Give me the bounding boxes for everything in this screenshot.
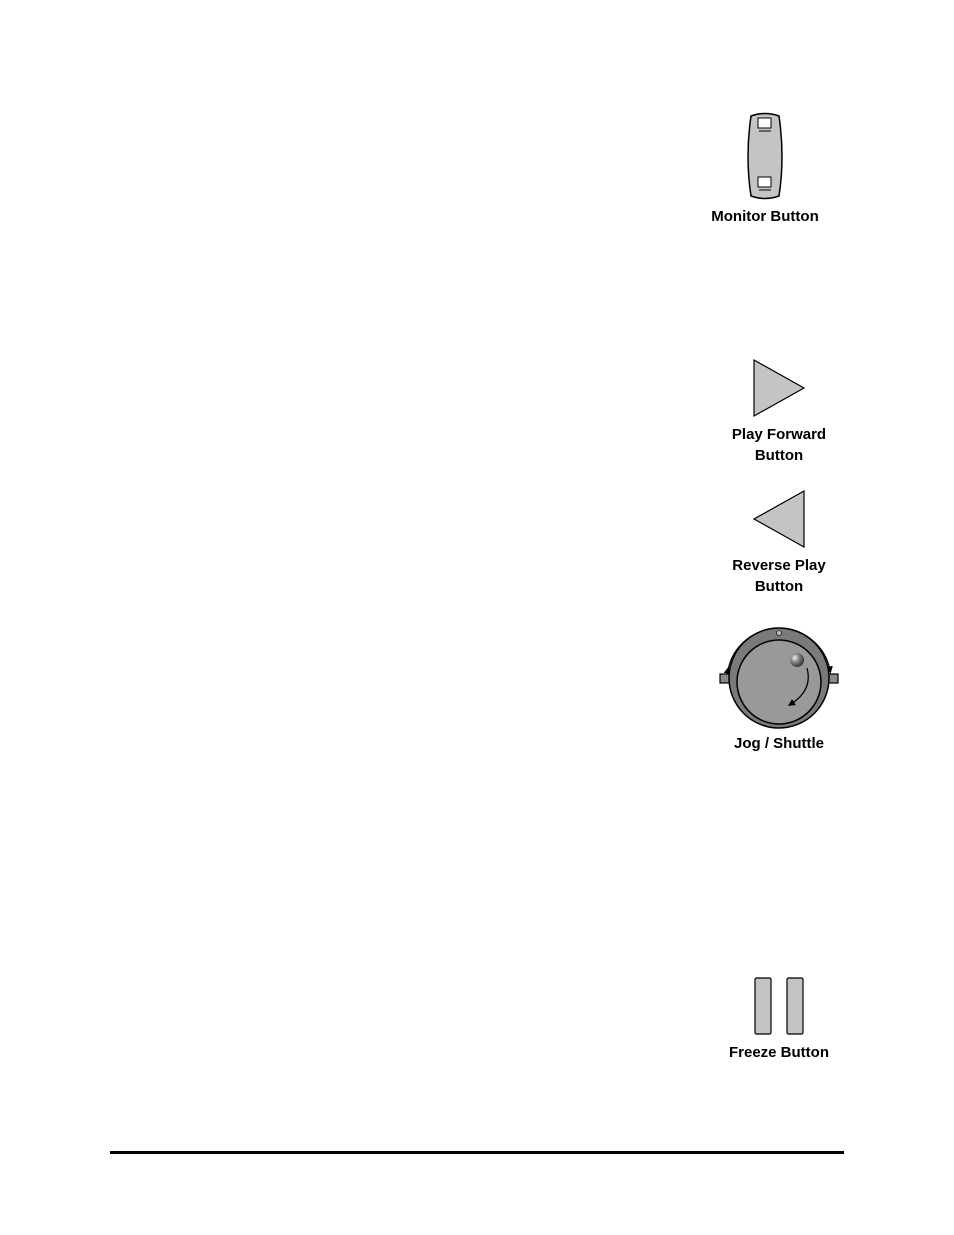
play-forward-label-line1: Play Forward <box>731 426 827 443</box>
play-forward-label-line2: Button <box>754 447 804 464</box>
monitor-button-icon <box>740 112 790 202</box>
reverse-play-label-line2: Button <box>754 578 804 595</box>
reverse-play-icon <box>750 488 810 550</box>
freeze-caption <box>709 1042 849 1063</box>
freeze-figure <box>752 976 806 1036</box>
reverse-play-caption <box>709 555 849 597</box>
jog-shuttle-dial-icon <box>717 618 841 730</box>
freeze-label: Freeze Button <box>728 1044 829 1061</box>
play-forward-figure <box>750 357 810 419</box>
jog-shuttle-figure <box>717 618 841 730</box>
jog-shuttle-label: Jog / Shuttle <box>734 735 824 752</box>
play-forward-caption <box>709 424 849 466</box>
monitor-button-caption <box>700 206 830 227</box>
jog-shuttle-caption <box>709 733 849 754</box>
footer-rule <box>110 1151 844 1154</box>
monitor-button-label: Monitor Button <box>711 208 819 225</box>
monitor-button-figure <box>740 112 790 202</box>
play-forward-icon <box>750 357 810 419</box>
reverse-play-figure <box>750 488 810 550</box>
reverse-play-label-line1: Reverse Play <box>732 557 826 574</box>
freeze-pause-icon <box>752 976 806 1036</box>
